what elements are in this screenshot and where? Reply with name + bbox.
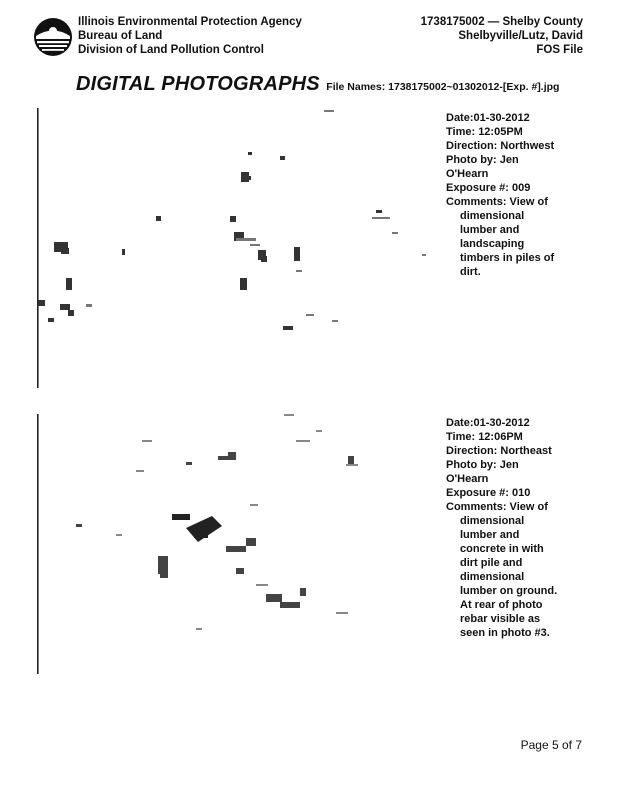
photo-date: Date:01-30-2012 bbox=[446, 417, 530, 429]
division-name: Division of Land Pollution Control bbox=[78, 44, 264, 56]
illinois-epa-logo-icon bbox=[33, 17, 73, 57]
title-bar bbox=[76, 73, 559, 96]
comment-line: seen in photo #3. bbox=[460, 627, 550, 639]
photo-caption-009 bbox=[446, 111, 596, 279]
comment-line: timbers in piles of bbox=[460, 252, 555, 264]
photo-by: Photo by: Jen bbox=[446, 154, 519, 166]
photo-caption-010 bbox=[446, 416, 596, 640]
photo-time: Time: 12:05PM bbox=[446, 126, 523, 138]
photo-comments bbox=[446, 209, 588, 279]
agency-name: Illinois Environmental Protection Agency bbox=[78, 16, 302, 28]
bureau-name: Bureau of Land bbox=[78, 30, 163, 42]
page-number: Page 5 of 7 bbox=[520, 738, 582, 752]
photo-comments-label: Comments: View of bbox=[446, 196, 548, 208]
photo-comments-label: Comments: View of bbox=[446, 501, 548, 513]
photo-exposure: Exposure #: 010 bbox=[446, 487, 531, 499]
comment-line: dirt. bbox=[460, 266, 481, 278]
comment-line: concrete in with bbox=[460, 543, 544, 555]
photo-exposure-010 bbox=[36, 410, 428, 706]
photo-direction: Direction: Northwest bbox=[446, 140, 555, 152]
photographer-name-cont: O'Hearn bbox=[446, 168, 489, 180]
page-title: DIGITAL PHOTOGRAPHS bbox=[76, 73, 320, 95]
comment-line: rebar visible as bbox=[460, 613, 541, 625]
photo-comments bbox=[446, 514, 588, 640]
photographer-name-cont: O'Hearn bbox=[446, 473, 489, 485]
photo-date: Date:01-30-2012 bbox=[446, 112, 530, 124]
comment-line: dirt pile and bbox=[460, 557, 523, 569]
comment-line: landscaping bbox=[460, 238, 525, 250]
site-name: Shelbyville/Lutz, David bbox=[458, 30, 583, 42]
photo-exposure-009 bbox=[36, 104, 428, 404]
comment-line: dimensional bbox=[460, 210, 525, 222]
photo-exposure: Exposure #: 009 bbox=[446, 182, 531, 194]
comment-line: lumber and bbox=[460, 529, 520, 541]
photo-time: Time: 12:06PM bbox=[446, 431, 523, 443]
comment-line: dimensional bbox=[460, 515, 525, 527]
comment-line: lumber on ground. bbox=[460, 585, 558, 597]
file-type: FOS File bbox=[536, 44, 583, 56]
agency-block bbox=[78, 15, 302, 57]
comment-line: At rear of photo bbox=[460, 599, 543, 611]
photo-by: Photo by: Jen bbox=[446, 459, 519, 471]
comment-line: dimensional bbox=[460, 571, 525, 583]
photo-direction: Direction: Northeast bbox=[446, 445, 552, 457]
site-id: 1738175002 — Shelby County bbox=[420, 16, 583, 28]
site-block bbox=[421, 15, 583, 57]
comment-line: lumber and bbox=[460, 224, 520, 236]
file-names: File Names: 1738175002~01302012-[Exp. #].jpg bbox=[326, 81, 560, 93]
